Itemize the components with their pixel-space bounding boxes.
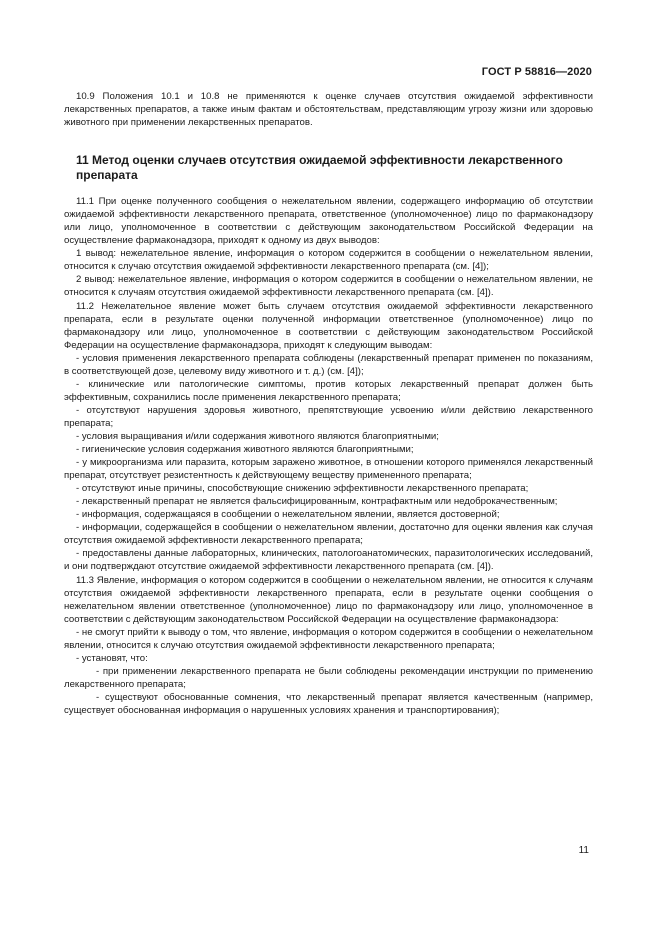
section-11-heading: 11 Метод оценки случаев отсутствия ожидаемой эффективности лекарственного препарата — [76, 153, 563, 183]
conclusion-1: 1 вывод: нежелательное явление, информация о котором содержится в сообщении о нежелательном явлении, относится к случаю отсутствия ожидаемой эффективности лекарственного препарата (см. [4]); — [64, 248, 593, 273]
list-item: - у микроорганизма или паразита, которым заражено животное, в отношении которого применялся лекарственный препарат, отсутствует резистентность к действующему веществу примененного препарата; — [64, 457, 593, 482]
document-header: ГОСТ Р 58816—2020 — [481, 66, 592, 78]
paragraph-11-1: 11.1 При оценке полученного сообщения о нежелательном явлении, содержащего информацию об отсутствии ожидаемой эффективности лекарственного препарата, ответственное (уполномоченное) лицо по фармаконадзору или лицо, уполномоченное в соответствии с действующим законодательством Российской Федерации на осуществление фармаконадзора, приходят к одному из двух выводов: — [64, 196, 593, 247]
sub-list-item: - при применении лекарственного препарата не были соблюдены рекомендации инструкции по применению лекарственного препарата; — [64, 665, 593, 690]
list-item: - информация, содержащаяся в сообщении о нежелательном явлении, является достоверной; — [76, 509, 500, 521]
paragraph-10-9: 10.9 Положения 10.1 и 10.8 не применяются к оценке случаев отсутствия ожидаемой эффективности лекарственных препаратов, а также иным фактам и обстоятельствам, представляющим угрозу жизни или здоровью животного при применении лекарственных препаратов. — [64, 91, 593, 129]
list-item: - предоставлены данные лабораторных, клинических, патологоанатомических, паразитологических исследований, и они подтверждают отсутствие ожидаемой эффективности лекарственного препарата (см. [4]). — [64, 548, 593, 573]
paragraph-11-2: 11.2 Нежелательное явление может быть случаем отсутствия ожидаемой эффективности лекарственного препарата, если в результате оценки полученной информации ответственное (уполномоченное) лицо по фармаконадзору или лицо, уполномоченное в соответствии с действующим законодательством Российской Федерации на осуществление фармаконадзора, приходят к следующим выводам: — [64, 300, 593, 351]
list-item: - установят, что: — [76, 652, 148, 664]
list-item: - условия выращивания и/или содержания животного являются благоприятными; — [76, 430, 439, 442]
list-item: - не смогут прийти к выводу о том, что явление, информация о котором содержится в сообщении о нежелательном явлении, относится к случаю отсутствия ожидаемой эффективности лекарственного препарата; — [64, 626, 593, 651]
list-item: - отсутствуют иные причины, способствующие снижению эффективности лекарственного препарата; — [76, 483, 529, 495]
list-item: - информации, содержащейся в сообщении о нежелательном явлении, достаточно для оценки явления как случая отсутствия ожидаемой эффективности лекарственного препарата; — [64, 522, 593, 547]
list-item: - клинические или патологические симптомы, против которых лекарственный препарат должен быть эффективным, сохранились после применения лекарственного препарата; — [64, 378, 593, 403]
page-content — [64, 90, 593, 717]
list-item: - отсутствуют нарушения здоровья животного, препятствующие усвоению и/или действию лекарственного препарата; — [64, 404, 593, 429]
paragraph-11-3: 11.3 Явление, информация о котором содержится в сообщении о нежелательном явлении, не относится к случаям отсутствия ожидаемой эффективности лекарственного препарата, если в результате оценки сообщения о нежелательном явлении ответственное (уполномоченное) лицо по фармаконадзору или лицо, уполномоченное в соответствии с действующим законодательством Российской Федерации на осуществление фармаконадзора: — [64, 574, 593, 625]
list-item: - условия применения лекарственного препарата соблюдены (лекарственный препарат применен по показаниям, в соответствующей дозе, целевому виду животного и т. д.) (см. [4]); — [64, 352, 593, 377]
sub-list-item: - существуют обоснованные сомнения, что лекарственный препарат является качественным (например, существует обоснованная информация о нарушенных условиях хранения и транспортирования); — [64, 691, 593, 716]
conclusion-2: 2 вывод: нежелательное явление, информация о котором содержится в сообщении о нежелательном явлении, не относится к случаям отсутствия ожидаемой эффективности лекарственного препарата (см. [4]). — [64, 274, 593, 299]
list-item: - гигиенические условия содержания животного являются благоприятными; — [76, 444, 414, 456]
list-item: - лекарственный препарат не является фальсифицированным, контрафактным или недоброкачественным; — [76, 496, 558, 508]
page-number: 11 — [578, 845, 589, 856]
